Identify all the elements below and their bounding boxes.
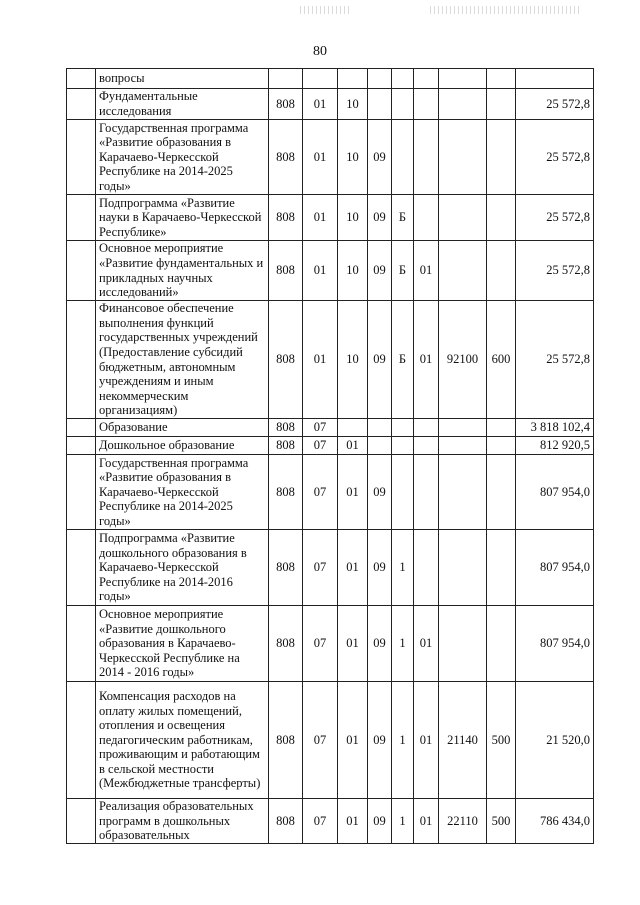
grbs-code: 808 — [269, 606, 303, 682]
expense-type-code — [487, 419, 516, 437]
grbs-code: 808 — [269, 419, 303, 437]
activity-code — [414, 89, 439, 120]
activity-code: 01 — [414, 241, 439, 301]
program-code: 09 — [368, 241, 392, 301]
program-code: 09 — [368, 530, 392, 606]
program-code: 09 — [368, 195, 392, 241]
table-row — [67, 455, 594, 530]
grbs-code: 808 — [269, 241, 303, 301]
amount: 812 920,5 — [516, 437, 594, 455]
blank-cell — [67, 455, 96, 530]
expense-type-code — [487, 89, 516, 120]
activity-code — [414, 530, 439, 606]
section-code: 01 — [303, 195, 338, 241]
grbs-code: 808 — [269, 195, 303, 241]
budget-table — [66, 68, 594, 844]
subprogram-code — [392, 120, 414, 195]
subprogram-code — [392, 419, 414, 437]
grbs-code: 808 — [269, 120, 303, 195]
expense-type-code — [487, 241, 516, 301]
expense-type-code — [487, 606, 516, 682]
scan-noise-top-right — [430, 6, 580, 14]
direction-code — [439, 437, 487, 455]
grbs-code: 808 — [269, 301, 303, 419]
section-code — [303, 69, 338, 89]
subprogram-code: 1 — [392, 530, 414, 606]
amount — [516, 69, 594, 89]
amount: 25 572,8 — [516, 241, 594, 301]
blank-cell — [67, 437, 96, 455]
subprogram-code: Б — [392, 301, 414, 419]
blank-cell — [67, 195, 96, 241]
amount: 807 954,0 — [516, 530, 594, 606]
direction-code — [439, 606, 487, 682]
section-code: 07 — [303, 606, 338, 682]
table-row — [67, 682, 594, 799]
section-code: 01 — [303, 241, 338, 301]
subprogram-code — [392, 89, 414, 120]
activity-code — [414, 69, 439, 89]
activity-code: 01 — [414, 606, 439, 682]
blank-cell — [67, 301, 96, 419]
direction-code — [439, 241, 487, 301]
section-code: 01 — [303, 120, 338, 195]
item-name: вопросы — [96, 69, 269, 89]
subprogram-code: Б — [392, 241, 414, 301]
grbs-code: 808 — [269, 455, 303, 530]
section-code: 07 — [303, 419, 338, 437]
activity-code — [414, 195, 439, 241]
activity-code — [414, 437, 439, 455]
table-row — [67, 120, 594, 195]
section-code: 01 — [303, 89, 338, 120]
program-code: 09 — [368, 682, 392, 799]
subsection-code: 10 — [338, 195, 368, 241]
table-row — [67, 69, 594, 89]
amount: 3 818 102,4 — [516, 419, 594, 437]
blank-cell — [67, 606, 96, 682]
item-name: Образование — [96, 419, 269, 437]
program-code — [368, 437, 392, 455]
activity-code — [414, 455, 439, 530]
subprogram-code — [392, 69, 414, 89]
item-name: Финансовое обеспечение выполнения функций государственных учреждений (Предоставление субсидий бюджетным, автономным учреждениям и иным некоммерческим организациям) — [96, 301, 269, 419]
item-name: Реализация образовательных программ в дошкольных образовательных — [96, 799, 269, 844]
section-code: 07 — [303, 799, 338, 844]
subsection-code: 10 — [338, 241, 368, 301]
item-name: Фундаментальные исследования — [96, 89, 269, 120]
activity-code: 01 — [414, 682, 439, 799]
grbs-code: 808 — [269, 799, 303, 844]
section-code: 07 — [303, 437, 338, 455]
table-row — [67, 799, 594, 844]
table-row — [67, 195, 594, 241]
expense-type-code — [487, 69, 516, 89]
grbs-code: 808 — [269, 530, 303, 606]
direction-code — [439, 69, 487, 89]
subprogram-code: 1 — [392, 682, 414, 799]
section-code: 07 — [303, 530, 338, 606]
expense-type-code — [487, 455, 516, 530]
program-code — [368, 69, 392, 89]
amount: 807 954,0 — [516, 455, 594, 530]
page-number: 80 — [313, 44, 327, 59]
table-row — [67, 606, 594, 682]
subprogram-code: 1 — [392, 606, 414, 682]
item-name: Основное мероприятие «Развитие дошкольного образования в Карачаево-Черкесской Республике на 2014 - 2016 годы» — [96, 606, 269, 682]
subsection-code: 01 — [338, 682, 368, 799]
amount: 786 434,0 — [516, 799, 594, 844]
direction-code — [439, 195, 487, 241]
expense-type-code — [487, 437, 516, 455]
grbs-code — [269, 69, 303, 89]
item-name: Государственная программа «Развитие образования в Карачаево-Черкесской Республике на 2014-2025 годы» — [96, 455, 269, 530]
program-code: 09 — [368, 120, 392, 195]
program-code: 09 — [368, 606, 392, 682]
subsection-code — [338, 69, 368, 89]
subsection-code: 01 — [338, 455, 368, 530]
item-name: Компенсация расходов на оплату жилых помещений, отопления и освещения педагогическим работникам, проживающим и работающим в сельской местности (Межбюджетные трансферты) — [96, 682, 269, 799]
program-code — [368, 89, 392, 120]
direction-code: 21140 — [439, 682, 487, 799]
grbs-code: 808 — [269, 682, 303, 799]
blank-cell — [67, 419, 96, 437]
direction-code — [439, 455, 487, 530]
subprogram-code — [392, 455, 414, 530]
subsection-code: 10 — [338, 89, 368, 120]
grbs-code: 808 — [269, 89, 303, 120]
activity-code — [414, 120, 439, 195]
expense-type-code — [487, 195, 516, 241]
blank-cell — [67, 120, 96, 195]
subsection-code: 10 — [338, 120, 368, 195]
direction-code: 92100 — [439, 301, 487, 419]
item-name: Государственная программа «Развитие образования в Карачаево-Черкесской Республике на 2014-2025 годы» — [96, 120, 269, 195]
activity-code: 01 — [414, 799, 439, 844]
direction-code — [439, 530, 487, 606]
section-code: 07 — [303, 455, 338, 530]
expense-type-code: 500 — [487, 682, 516, 799]
direction-code — [439, 419, 487, 437]
item-name: Подпрограмма «Развитие дошкольного образования в Карачаево-Черкесской Республике на 2014-2016 годы» — [96, 530, 269, 606]
item-name: Основное мероприятие «Развитие фундаментальных и прикладных научных исследований» — [96, 241, 269, 301]
subsection-code: 01 — [338, 799, 368, 844]
blank-cell — [67, 682, 96, 799]
table-row — [67, 419, 594, 437]
program-code: 09 — [368, 455, 392, 530]
program-code: 09 — [368, 301, 392, 419]
amount: 21 520,0 — [516, 682, 594, 799]
item-name: Дошкольное образование — [96, 437, 269, 455]
expense-type-code — [487, 120, 516, 195]
direction-code — [439, 89, 487, 120]
table-row — [67, 241, 594, 301]
table-row — [67, 301, 594, 419]
amount: 25 572,8 — [516, 301, 594, 419]
expense-type-code — [487, 530, 516, 606]
program-code: 09 — [368, 799, 392, 844]
table-row — [67, 89, 594, 120]
subsection-code: 10 — [338, 301, 368, 419]
subprogram-code — [392, 437, 414, 455]
blank-cell — [67, 241, 96, 301]
expense-type-code: 500 — [487, 799, 516, 844]
amount: 807 954,0 — [516, 606, 594, 682]
section-code: 07 — [303, 682, 338, 799]
subprogram-code: Б — [392, 195, 414, 241]
amount: 25 572,8 — [516, 195, 594, 241]
item-name: Подпрограмма «Развитие науки в Карачаево-Черкесской Республике» — [96, 195, 269, 241]
blank-cell — [67, 799, 96, 844]
blank-cell — [67, 69, 96, 89]
subsection-code: 01 — [338, 530, 368, 606]
program-code — [368, 419, 392, 437]
subsection-code: 01 — [338, 606, 368, 682]
amount: 25 572,8 — [516, 120, 594, 195]
activity-code: 01 — [414, 301, 439, 419]
activity-code — [414, 419, 439, 437]
grbs-code: 808 — [269, 437, 303, 455]
section-code: 01 — [303, 301, 338, 419]
direction-code: 22110 — [439, 799, 487, 844]
expense-type-code: 600 — [487, 301, 516, 419]
subprogram-code: 1 — [392, 799, 414, 844]
amount: 25 572,8 — [516, 89, 594, 120]
table-row — [67, 437, 594, 455]
subsection-code — [338, 419, 368, 437]
blank-cell — [67, 89, 96, 120]
subsection-code: 01 — [338, 437, 368, 455]
blank-cell — [67, 530, 96, 606]
table-row — [67, 530, 594, 606]
budget-table-body — [67, 69, 594, 844]
direction-code — [439, 120, 487, 195]
scan-noise-top — [300, 6, 350, 14]
